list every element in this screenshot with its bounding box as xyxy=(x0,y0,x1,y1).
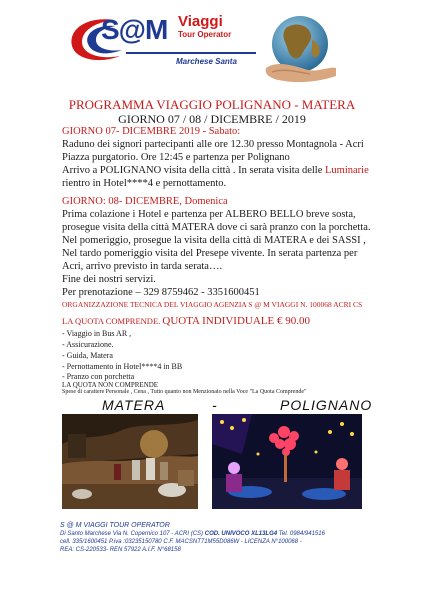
day1-header: GIORNO 07- DICEMBRE 2019 - Sabato: xyxy=(62,126,241,137)
includes-item: - Assicurazione. xyxy=(62,340,114,349)
booking-phones: – 329 8759462 - 3351600451 xyxy=(132,287,260,298)
day1-line: Arrivo a POLIGNANO visita della città . In serata visita delle Luminarie xyxy=(62,165,369,176)
logo-subtitle: Marchese Santa xyxy=(176,57,237,66)
polignano-luminarie-photo xyxy=(212,414,362,517)
includes-item: - Viaggio in Bus AR , xyxy=(62,329,132,338)
booking-line: Per prenotazione – 329 8759462 - 3351600451 xyxy=(62,287,260,298)
organization-line: ORGANIZZAZIONE TECNICA DEL VIAGGIO AGENZIA S @ M VIAGGI N. 100068 ACRI CS xyxy=(62,300,363,309)
logo-viaggi: Viaggi xyxy=(178,13,223,30)
includes-item: - Guida, Matera xyxy=(62,351,113,360)
excluded-text: Spese di carattere Personale , Cena , Tutto quanto non Menzionato nella Voce "La Quota Comprende" xyxy=(62,389,307,395)
day2-header: GIORNO: 08- DICEMBRE, Domenica xyxy=(62,196,228,207)
footer-univoco: COD. UNIVOCO XL13LG4 xyxy=(204,531,278,537)
matera-nativity-photo xyxy=(62,414,198,517)
program-dates: GIORNO 07 / 08 / DICEMBRE / 2019 xyxy=(118,112,306,126)
day2-line: prosegue visita della città MATERA dove ci sarà pranzo con la porchetta. xyxy=(62,222,371,233)
city-polignano: POLIGNANO xyxy=(280,397,373,413)
globe-in-hand-icon xyxy=(258,10,338,90)
logo-tour-operator: Tour Operator xyxy=(178,30,232,39)
day2-line: Nel pomeriggio, prosegue la visita della città di MATERA e dei SASSI , xyxy=(62,235,366,246)
day2-line: Acri, arrivo previsto in tarda serata…. xyxy=(62,261,223,272)
footer-line2: cell. 335/1600451 P.iva :03235150780 C.F. MACSNT71M55D086W - LICENZA N°100068 - xyxy=(60,539,302,545)
includes-item: - Pernottamento in Hotel****4 in BB xyxy=(62,362,183,371)
day1-line: rientro in Hotel****4 e pernottamento. xyxy=(62,178,227,189)
logo-brand: S@M xyxy=(101,14,168,45)
luminarie-highlight: Luminarie xyxy=(325,165,369,176)
footer-line1: Di Santo Marchese Via N. Copernico 107 - ACRI (CS) COD. UNIVOCO XL13LG4 Tel. 0984/941516 xyxy=(60,531,325,537)
footer-line3: REA: CS-220533- REN 57922 A.I.F. N°68158 xyxy=(60,547,181,553)
includes-header: LA QUOTA COMPRENDE. QUOTA INDIVIDUALE € 90.00 xyxy=(62,315,310,327)
individual-price: QUOTA INDIVIDUALE € 90.00 xyxy=(162,315,310,327)
logo-underline xyxy=(126,52,256,54)
includes-item: - Pranzo con porchetta xyxy=(62,372,135,381)
day2-line: Fine dei nostri servizi. xyxy=(62,274,156,285)
day2-line: Prima colazione i Hotel e partenza per ALBERO BELLO breve sosta, xyxy=(62,209,356,220)
day2-line: Nel tardo pomeriggio visita del Presepe vivente. In serata partenza per xyxy=(62,248,358,259)
program-title: PROGRAMMA VIAGGIO POLIGNANO - MATERA xyxy=(68,97,356,112)
city-dash: - xyxy=(212,397,218,413)
footer-company: S @ M VIAGGI TOUR OPERATOR xyxy=(60,522,170,529)
excluded-header: LA QUOTA NON COMPRENDE xyxy=(62,381,159,389)
city-matera: MATERA xyxy=(102,397,166,413)
day1-line: Piazza purgatorio. Ore 12:45 e partenza per Polignano xyxy=(62,152,290,163)
day1-line: Raduno dei signori partecipanti alle ore 12.30 presso Montagnola - Acri xyxy=(62,139,364,150)
